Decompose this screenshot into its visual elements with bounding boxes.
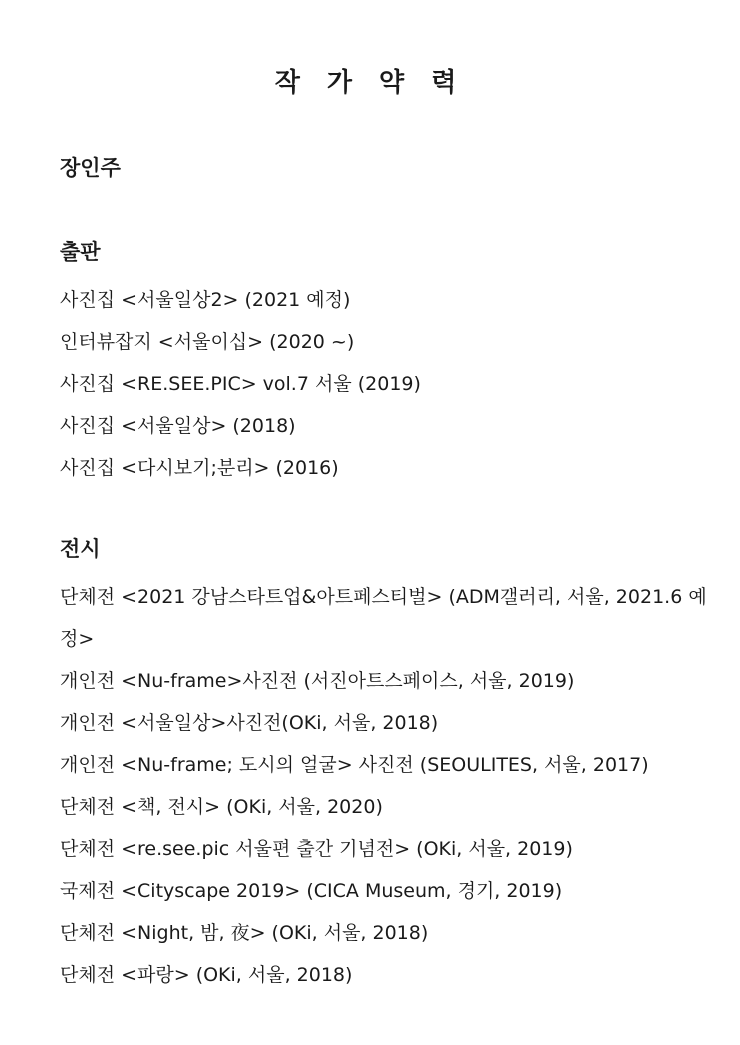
- exhibition-item: 단체전 <2021 강남스타트업&아트페스티벌> (ADM갤러리, 서울, 2021.6 예정>: [60, 586, 707, 650]
- publications-section: [60, 235, 720, 489]
- exhibition-item: 단체전 <파랑> (OKi, 서울, 2018): [60, 964, 353, 986]
- exhibition-item: 개인전 <Nu-frame; 도시의 얼굴> 사진전 (SEOULITES, 서울, 2017): [60, 754, 649, 776]
- exhibition-item: 개인전 <Nu-frame>사진전 (서진아트스페이스, 서울, 2019): [60, 670, 575, 692]
- exhibition-item: 단체전 <책, 전시> (OKi, 서울, 2020): [60, 796, 383, 818]
- exhibitions-section: [60, 532, 720, 996]
- publication-item: 사진집 <다시보기;분리> (2016): [60, 457, 339, 479]
- exhibition-item: 국제전 <Cityscape 2019> (CICA Museum, 경기, 2019): [60, 880, 563, 902]
- exhibition-item: 단체전 <re.see.pic 서울편 출간 기념전> (OKi, 서울, 2019): [60, 838, 573, 860]
- exhibition-item: 단체전 <Night, 밤, 夜> (OKi, 서울, 2018): [60, 922, 429, 944]
- publication-item: 사진집 <서울일상> (2018): [60, 415, 296, 437]
- author-name: 장인주: [60, 156, 121, 180]
- publication-item: 인터뷰잡지 <서울이십> (2020 ~): [60, 331, 355, 353]
- exhibitions-heading: 전시: [60, 537, 101, 561]
- exhibition-item: 개인전 <서울일상>사진전(OKi, 서울, 2018): [60, 712, 439, 734]
- publications-heading: 출판: [60, 240, 101, 264]
- publication-item: 사진집 <RE.SEE.PIC> vol.7 서울 (2019): [60, 373, 421, 395]
- page-title: 작 가 약 력: [274, 68, 466, 98]
- publication-item: 사진집 <서울일상2> (2021 예정): [60, 289, 351, 311]
